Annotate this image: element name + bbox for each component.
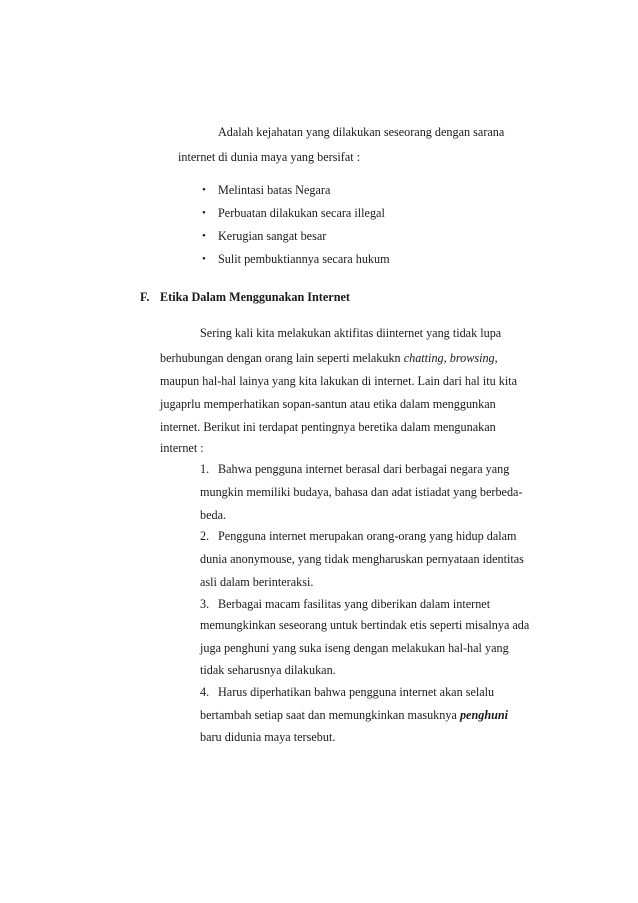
numbered-item-line: beda. xyxy=(200,508,227,522)
paragraph-line-4: jugaprlu memperhatikan sopan-santun atau etika dalam menggunkan xyxy=(160,397,496,411)
bullet-item: Perbuatan dilakukan secara illegal xyxy=(218,206,385,220)
numbered-item-line-bold-italic: penghuni xyxy=(459,708,509,722)
numbered-item-number: 4. xyxy=(200,685,210,699)
numbered-item-line: Berbagai macam fasilitas yang diberikan dalam internet xyxy=(218,597,491,611)
paragraph-line-3: maupun hal-hal lainya yang kita lakukan di internet. Lain dari hal itu kita xyxy=(160,374,518,388)
numbered-item-line: dunia anonymouse, yang tidak mengharuskan pernyataan identitas xyxy=(200,552,524,566)
intro-line-2: internet di dunia maya yang bersifat : xyxy=(178,150,361,164)
numbered-item-line: Harus diperhatikan bahwa pengguna internet akan selalu xyxy=(218,685,495,699)
paragraph-line-5: internet. Berikut ini terdapat pentingnya beretika dalam mengunakan xyxy=(160,420,496,434)
numbered-item-line-text: bertambah setiap saat dan memungkinkan masuknya xyxy=(200,708,460,722)
bullet-item: Kerugian sangat besar xyxy=(218,229,327,243)
bullet-item: Sulit pembuktiannya secara hukum xyxy=(218,252,390,266)
bullet-marker: • xyxy=(202,184,206,196)
section-title: Etika Dalam Menggunakan Internet xyxy=(160,290,350,304)
numbered-item-line: baru didunia maya tersebut. xyxy=(200,730,336,744)
bullet-item: Melintasi batas Negara xyxy=(218,183,331,197)
paragraph-line-1: Sering kali kita melakukan aktifitas diinternet yang tidak lupa xyxy=(200,326,502,340)
paragraph-line-2 xyxy=(160,350,498,366)
numbered-item-line: juga penghuni yang suka iseng dengan melakukan hal-hal yang xyxy=(200,641,509,655)
paragraph-line-6: internet : xyxy=(160,441,204,455)
numbered-item-line: Bahwa pengguna internet berasal dari berbagai negara yang xyxy=(218,462,510,476)
paragraph-line-2-text: berhubungan dengan orang lain seperti melakukn xyxy=(160,351,404,365)
numbered-item-number: 3. xyxy=(200,597,210,611)
bullet-marker: • xyxy=(202,253,206,265)
section-letter: F. xyxy=(140,290,150,304)
bullet-marker: • xyxy=(202,230,206,242)
numbered-item-number: 2. xyxy=(200,529,210,543)
paragraph-line-2-italic: chatting, browsing, xyxy=(403,351,498,365)
numbered-item-line: memungkinkan seseorang untuk bertindak etis seperti misalnya ada xyxy=(200,618,530,632)
numbered-item-number: 1. xyxy=(200,462,210,476)
bullet-marker: • xyxy=(202,207,206,219)
numbered-item-line: mungkin memiliki budaya, bahasa dan adat istiadat yang berbeda- xyxy=(200,485,523,499)
intro-line-1: Adalah kejahatan yang dilakukan seseorang dengan sarana xyxy=(218,125,505,139)
numbered-item-line xyxy=(200,707,508,723)
numbered-item-line: Pengguna internet merupakan orang-orang yang hidup dalam xyxy=(218,529,517,543)
numbered-item-line: asli dalam berinteraksi. xyxy=(200,575,314,589)
numbered-item-line: tidak seharusnya dilakukan. xyxy=(200,663,336,677)
